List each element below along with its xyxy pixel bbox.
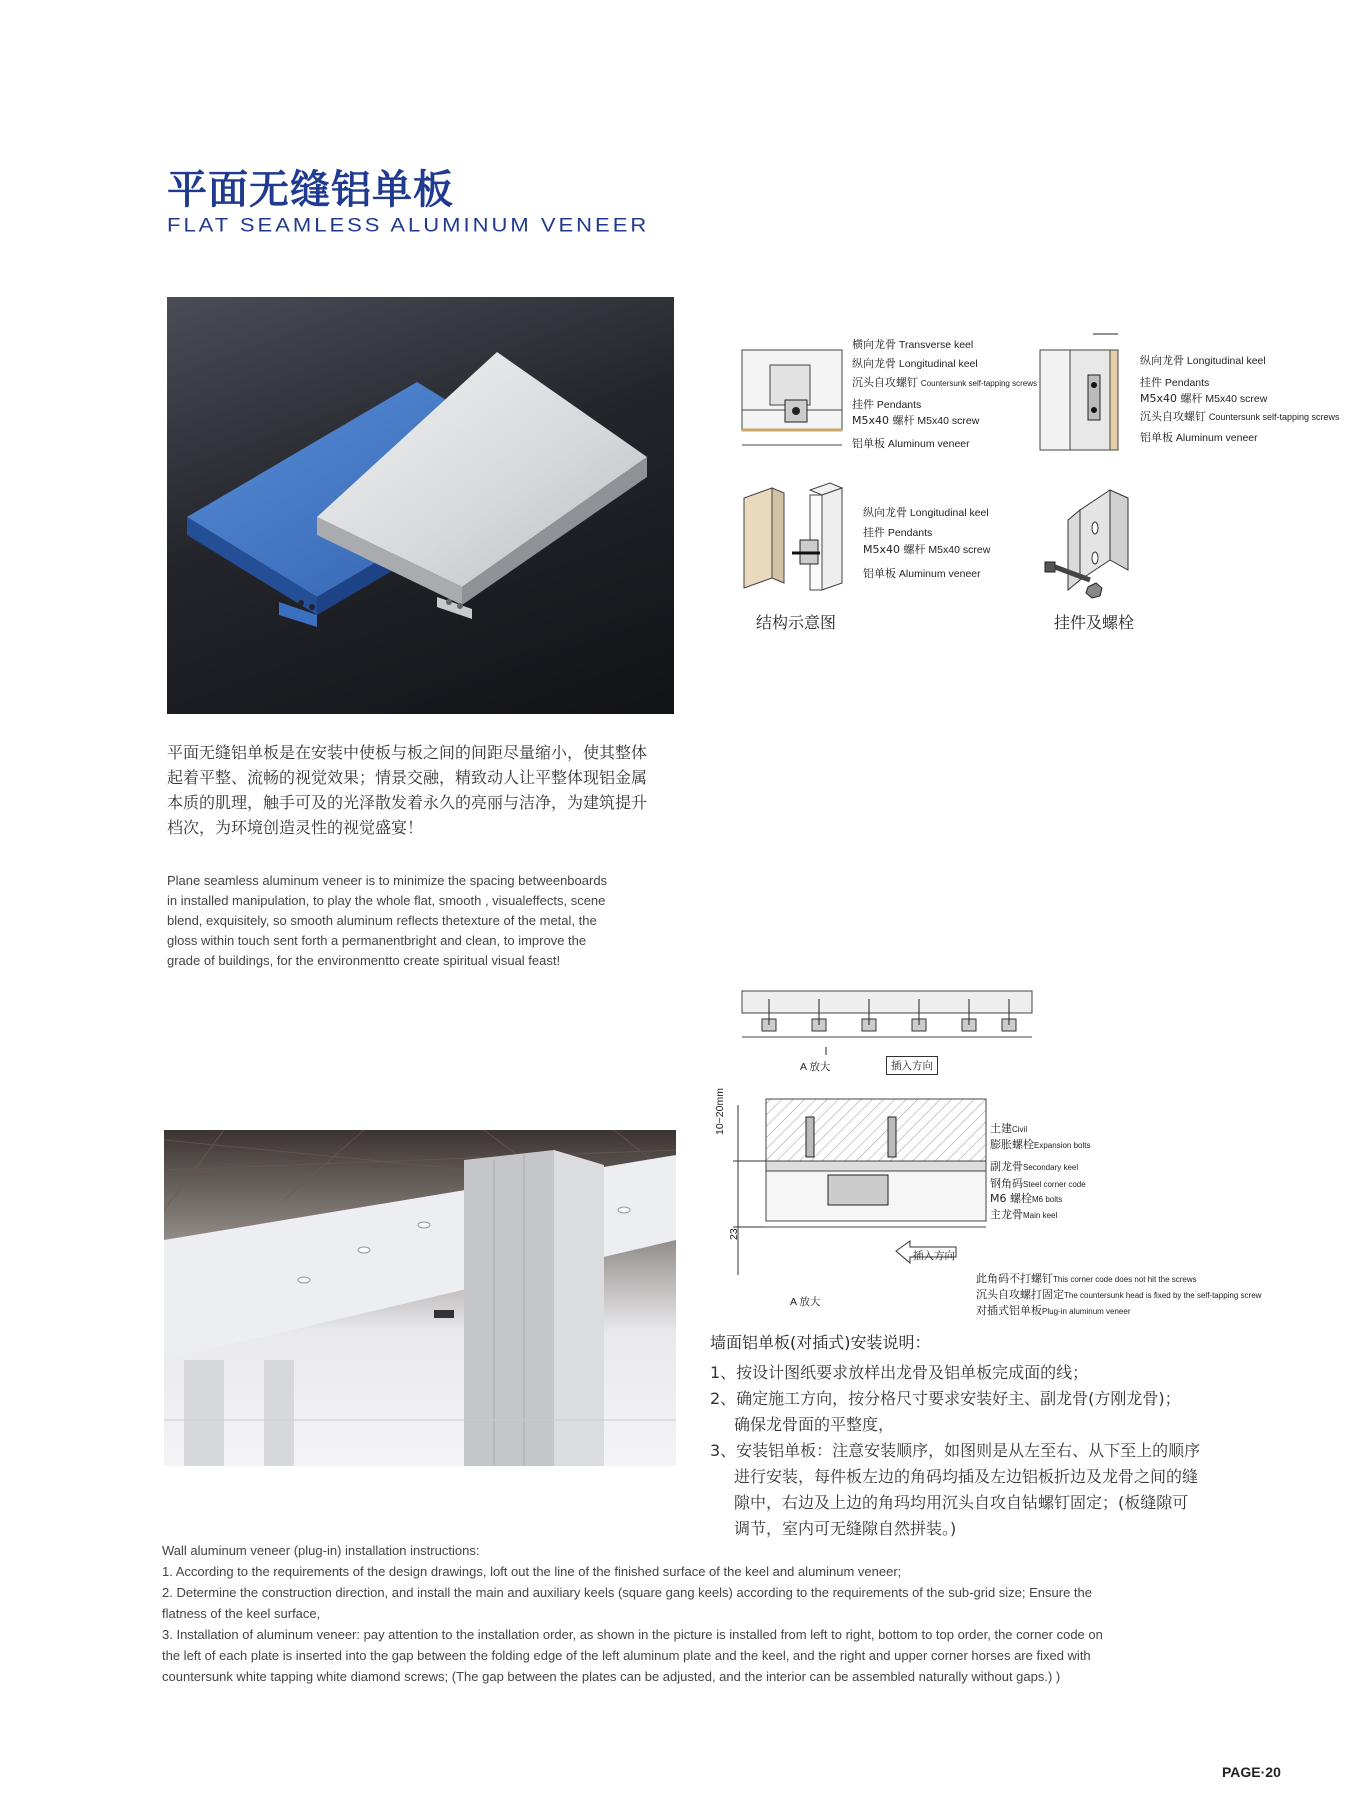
pendant-bolt-caption: 挂件及螺栓 bbox=[1054, 613, 1135, 632]
intro-en-line: grade of buildings, for the environmentto create spiritual visual feast! bbox=[167, 953, 561, 968]
structure-diagram bbox=[742, 478, 862, 596]
diagram1-label: 沉头自攻螺钉 Countersunk self-tapping screws bbox=[852, 376, 1037, 389]
intro-cn-line: 平面无缝铝单板是在安装中使板与板之间的间距尽量缩小，使其整体 bbox=[167, 743, 648, 762]
diagram3-label: 纵向龙骨 Longitudinal keel bbox=[863, 506, 989, 519]
a-zoom-label-detail: A 放大 bbox=[790, 1296, 821, 1308]
ceiling-column-photo bbox=[164, 1130, 676, 1466]
structure-caption: 结构示意图 bbox=[756, 613, 837, 632]
intro-text-cn bbox=[167, 740, 667, 840]
diagram1-label: 纵向龙骨 Longitudinal keel bbox=[852, 357, 978, 370]
diagram3-label: 铝单板 Aluminum veneer bbox=[863, 567, 981, 580]
diagram2-label: 挂件 Pendants bbox=[1140, 376, 1210, 389]
intro-cn-line: 本质的肌理，触手可及的光泽散发着永久的亮丽与洁净，为建筑提升 bbox=[167, 793, 648, 812]
install-step: 调节，室内可无缝隙自然拼装。) bbox=[734, 1519, 957, 1538]
page-number: PAGE·20 bbox=[1222, 1764, 1281, 1780]
diagram2-label: 铝单板 Aluminum veneer bbox=[1140, 431, 1258, 444]
detail-label: 钢角码Steel corner code bbox=[990, 1177, 1086, 1190]
diagram1-label: 铝单板 Aluminum veneer bbox=[852, 437, 970, 450]
install-en-line: Wall aluminum veneer (plug-in) installation instructions: bbox=[162, 1543, 480, 1558]
detail-bottom-label: 对插式铝单板Plug-in aluminum veneer bbox=[976, 1304, 1131, 1317]
install-en-line: the left of each plate is inserted into the gap between the folding edge of the left aluminum plate and the keel, and the right and upper corner horses are fixed with bbox=[162, 1648, 1091, 1663]
intro-en-line: Plane seamless aluminum veneer is to minimize the spacing betweenboards bbox=[167, 873, 608, 888]
intro-text-en bbox=[167, 871, 674, 971]
detail-label: 主龙骨Main keel bbox=[990, 1208, 1058, 1221]
intro-cn-line: 起着平整、流畅的视觉效果；情景交融，精致动人让平整体现铝金属 bbox=[167, 768, 648, 787]
diagram2-label: 纵向龙骨 Longitudinal keel bbox=[1140, 354, 1266, 367]
install-en-line: 2. Determine the construction direction, and install the main and auxiliary keels (square gang keels) according to the requirements of the sub-grid size; Ensure the bbox=[162, 1585, 1092, 1600]
install-step: 确保龙骨面的平整度， bbox=[734, 1415, 895, 1434]
a-zoom-label-top: A 放大 bbox=[800, 1061, 831, 1073]
intro-cn-line: 档次，为环境创造灵性的视觉盛宴！ bbox=[167, 818, 424, 837]
diagram1-label: 挂件 Pendants bbox=[852, 398, 922, 411]
install-en-line: countersunk white tapping white diamond screws; (The gap between the plates can be adjusted, and the interior can be assembled naturally without gaps.) ) bbox=[162, 1669, 1061, 1684]
dimension-bottom: 23 bbox=[728, 1228, 740, 1240]
diagram3-label: M5x40 螺杆 M5x40 screw bbox=[863, 543, 991, 556]
install-en-line: flatness of the keel surface, bbox=[162, 1606, 321, 1621]
intro-en-line: gloss within touch sent forth a permanentbright and clean, to improve the bbox=[167, 933, 587, 948]
install-instructions-en bbox=[162, 1540, 1227, 1687]
section-diagram-2 bbox=[1038, 330, 1138, 455]
insert-direction-detail: 插入方向 bbox=[913, 1250, 955, 1262]
install-en-line: 1. According to the requirements of the design drawings, loft out the line of the finished surface of the keel and aluminum veneer; bbox=[162, 1564, 902, 1579]
install-step: 隙中，右边及上边的角玛均用沉头自攻自钻螺钉固定；(板缝隙可 bbox=[734, 1493, 1189, 1512]
diagram2-label: 沉头自攻螺钉 Countersunk self-tapping screws bbox=[1140, 410, 1340, 423]
page-title-cn: 平面无缝铝单板 bbox=[167, 167, 454, 213]
intro-en-line: in installed manipulation, to play the whole flat, smooth , visualeffects, scene bbox=[167, 893, 606, 908]
diagram3-label: 挂件 Pendants bbox=[863, 526, 933, 539]
intro-en-line: blend, exquisitely, so smooth aluminum reflects thetexture of the metal, the bbox=[167, 913, 597, 928]
detail-label: 副龙骨Secondary keel bbox=[990, 1160, 1079, 1173]
detail-label: 土建Civil bbox=[990, 1122, 1028, 1135]
install-step: 1、按设计图纸要求放样出龙骨及铝单板完成面的线； bbox=[710, 1363, 1089, 1382]
install-step: 进行安装，每件板左边的角码均插及左边铝板折边及龙骨之间的缝 bbox=[734, 1467, 1199, 1486]
dimension-top: 10~20mm bbox=[714, 1088, 726, 1135]
diagram2-label: M5x40 螺杆 M5x40 screw bbox=[1140, 392, 1268, 405]
install-title: 墙面铝单板(对插式)安装说明： bbox=[710, 1333, 931, 1352]
page-title-en: FLAT SEAMLESS ALUMINUM VENEER bbox=[167, 213, 650, 236]
install-steps bbox=[710, 1360, 1230, 1542]
diagram1-label: 横向龙骨 Transverse keel bbox=[852, 338, 974, 351]
aluminum-panels-photo bbox=[167, 297, 674, 714]
install-step: 2、确定施工方向，按分格尺寸要求安装好主、副龙骨(方刚龙骨)； bbox=[710, 1389, 1181, 1408]
detail-diagram bbox=[718, 1095, 998, 1300]
pendant-bolt-diagram bbox=[1040, 480, 1140, 605]
detail-label: 膨胀螺栓Expansion bolts bbox=[990, 1138, 1091, 1151]
insert-direction-top: 插入方向 bbox=[886, 1056, 938, 1075]
install-step: 3、安装铝单板：注意安装顺序，如图则是从左至右、从下至上的顺序 bbox=[710, 1441, 1201, 1460]
install-en-line: 3. Installation of aluminum veneer: pay attention to the installation order, as shown in the picture is installed from left to right, bottom to top order, the corner code on bbox=[162, 1627, 1103, 1642]
diagram1-label: M5x40 螺杆 M5x40 screw bbox=[852, 414, 980, 427]
detail-bottom-label: 沉头自攻螺打固定The countersunk head is fixed by the self-tapping screw bbox=[976, 1288, 1262, 1301]
section-diagram-1 bbox=[740, 340, 850, 460]
detail-bottom-label: 此角码不打螺钉This corner code does not hit the screws bbox=[976, 1272, 1197, 1285]
detail-label: M6 螺栓M6 bolts bbox=[990, 1192, 1063, 1205]
